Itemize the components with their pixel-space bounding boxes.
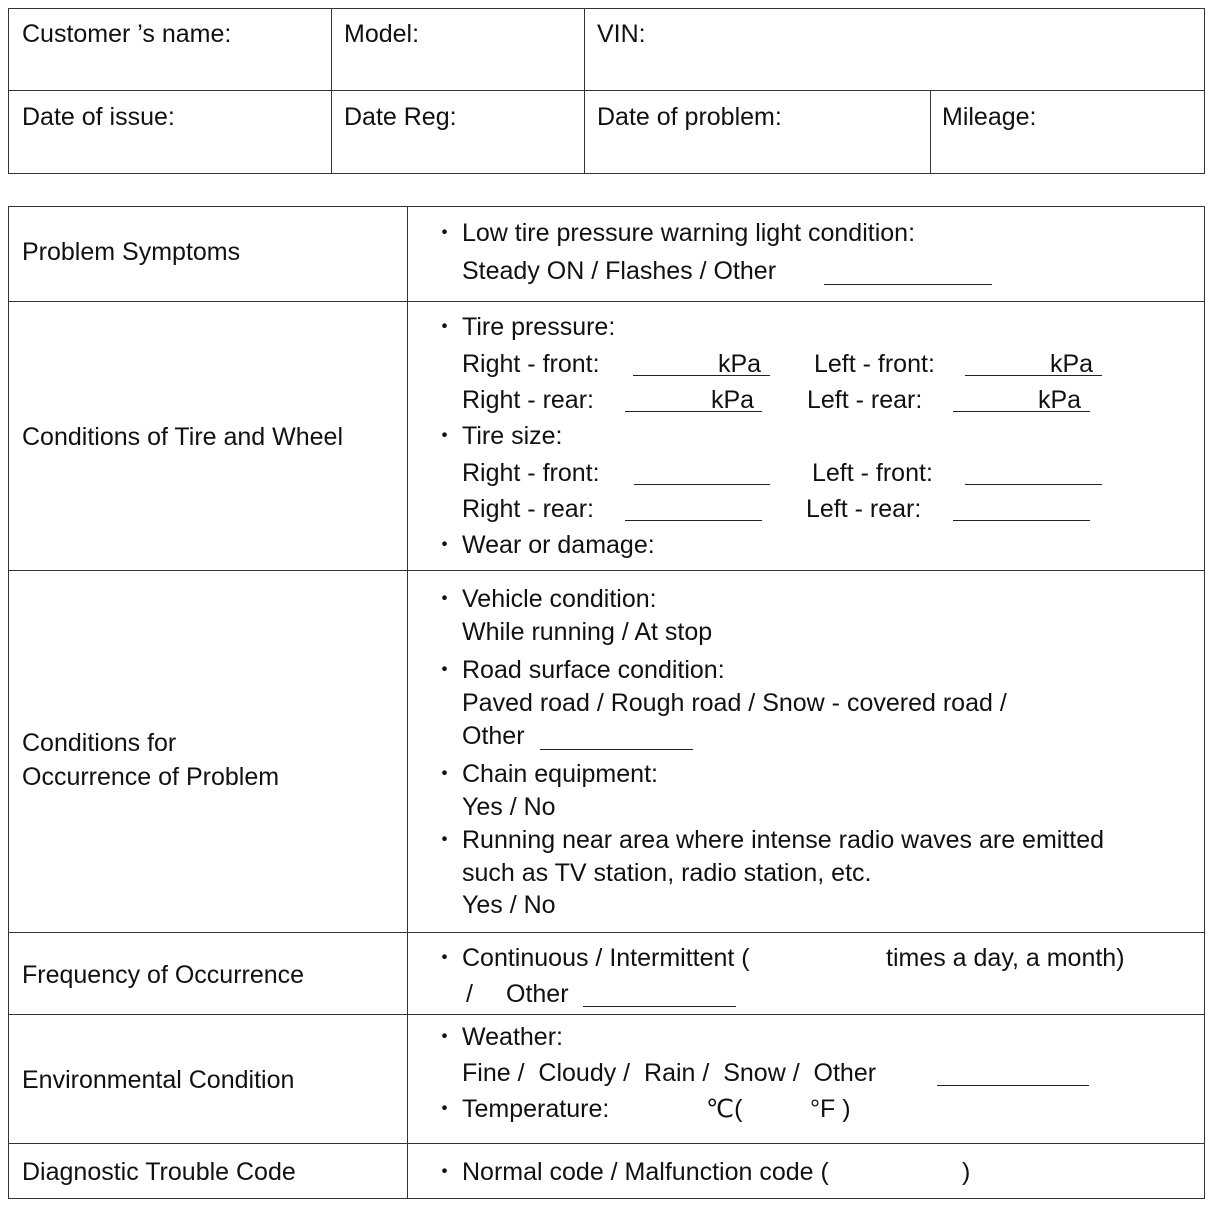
bullet: ・: [432, 219, 458, 247]
header-col-divider: [584, 8, 585, 174]
size-right-rear-label: Right - rear:: [462, 495, 594, 523]
bullet: ・: [432, 313, 458, 341]
pressure-left-front-unit: kPa: [1050, 350, 1094, 378]
row-divider: [8, 570, 1205, 571]
frequency-slash: /: [466, 980, 473, 1008]
model-field[interactable]: Model:: [344, 20, 420, 48]
bullet: ・: [432, 944, 458, 972]
frequency-other-blank[interactable]: [583, 1006, 736, 1007]
customer-name-field[interactable]: Customer ’s name:: [22, 20, 232, 48]
frequency-options-start: Continuous / Intermittent (: [462, 944, 750, 972]
header-col-divider: [331, 8, 332, 174]
bullet: ・: [432, 1158, 458, 1186]
bullet: ・: [432, 656, 458, 684]
size-left-rear-label: Left - rear:: [806, 495, 922, 523]
pressure-right-rear-blank[interactable]: [625, 411, 762, 412]
pressure-right-front-unit: kPa: [718, 350, 762, 378]
pressure-right-front-label: Right - front:: [462, 350, 600, 378]
bullet: ・: [432, 1023, 458, 1051]
date-reg-field[interactable]: Date Reg:: [344, 103, 457, 131]
weather-other-blank[interactable]: [937, 1085, 1089, 1086]
row-divider: [8, 1143, 1205, 1144]
size-right-rear-blank[interactable]: [625, 520, 762, 521]
radio-waves-line1: Running near area where intense radio waves are emitted: [462, 826, 1105, 854]
row-divider: [8, 932, 1205, 933]
environment-label: Environmental Condition: [22, 1066, 295, 1094]
pressure-left-front-blank[interactable]: [965, 375, 1102, 376]
header-row-divider: [8, 90, 1205, 91]
bullet: ・: [432, 422, 458, 450]
road-surface-title: Road surface condition:: [462, 656, 725, 684]
dtc-options: Normal code / Malfunction code (: [462, 1158, 829, 1186]
pressure-left-front-label: Left - front:: [814, 350, 935, 378]
vin-field[interactable]: VIN:: [597, 20, 646, 48]
road-surface-other-blank[interactable]: [540, 749, 693, 750]
dtc-close-paren: ): [962, 1158, 971, 1186]
row-divider: [8, 301, 1205, 302]
size-left-rear-blank[interactable]: [953, 520, 1090, 521]
size-left-front-blank[interactable]: [965, 484, 1102, 485]
weather-title: Weather:: [462, 1023, 563, 1051]
pressure-left-rear-blank[interactable]: [953, 411, 1090, 412]
size-right-front-label: Right - front:: [462, 459, 600, 487]
frequency-other: Other: [506, 980, 569, 1008]
bullet: ・: [432, 585, 458, 613]
vehicle-condition-title: Vehicle condition:: [462, 585, 657, 613]
header-col-divider: [930, 91, 931, 174]
row-divider: [8, 1014, 1205, 1015]
pressure-left-rear-unit: kPa: [1038, 386, 1082, 414]
temperature-fahrenheit: °F ): [810, 1095, 851, 1123]
size-right-front-blank[interactable]: [634, 484, 770, 485]
occurrence-label-line1: Conditions for: [22, 729, 177, 757]
tire-pressure-title: Tire pressure:: [462, 313, 616, 341]
problem-symptoms-label: Problem Symptoms: [22, 238, 241, 266]
pressure-right-front-blank[interactable]: [633, 375, 770, 376]
occurrence-label-line2: Occurrence of Problem: [22, 763, 280, 791]
date-of-issue-field[interactable]: Date of issue:: [22, 103, 175, 131]
bullet: ・: [432, 531, 458, 559]
road-surface-options: Paved road / Rough road / Snow - covered road /: [462, 689, 1007, 717]
chain-equipment-title: Chain equipment:: [462, 760, 658, 788]
vehicle-condition-options: While running / At stop: [462, 618, 713, 646]
bullet: ・: [432, 760, 458, 788]
warning-light-condition-title: Low tire pressure warning light condition:: [462, 219, 916, 247]
size-left-front-label: Left - front:: [812, 459, 933, 487]
tire-size-title: Tire size:: [462, 422, 563, 450]
tire-wheel-label: Conditions of Tire and Wheel: [22, 423, 344, 451]
bullet: ・: [432, 826, 458, 854]
road-surface-other: Other: [462, 722, 525, 750]
pressure-right-rear-label: Right - rear:: [462, 386, 594, 414]
bullet: ・: [432, 1095, 458, 1123]
pressure-left-rear-label: Left - rear:: [807, 386, 923, 414]
chain-equipment-options: Yes / No: [462, 793, 556, 821]
label-column-divider: [407, 206, 408, 1199]
dtc-label: Diagnostic Trouble Code: [22, 1158, 296, 1186]
pressure-right-rear-unit: kPa: [711, 386, 755, 414]
warning-light-other-blank[interactable]: [824, 284, 992, 285]
mileage-field[interactable]: Mileage:: [942, 103, 1037, 131]
weather-options: Fine / Cloudy / Rain / Snow / Other: [462, 1059, 877, 1087]
temperature-title: Temperature:: [462, 1095, 610, 1123]
date-of-problem-field[interactable]: Date of problem:: [597, 103, 782, 131]
frequency-label: Frequency of Occurrence: [22, 961, 305, 989]
warning-light-options: Steady ON / Flashes / Other: [462, 257, 777, 285]
wear-damage-title: Wear or damage:: [462, 531, 655, 559]
temperature-celsius: ℃(: [706, 1095, 743, 1123]
frequency-options-times: times a day, a month): [886, 944, 1125, 972]
radio-waves-options: Yes / No: [462, 891, 556, 919]
radio-waves-line2: such as TV station, radio station, etc.: [462, 859, 872, 887]
